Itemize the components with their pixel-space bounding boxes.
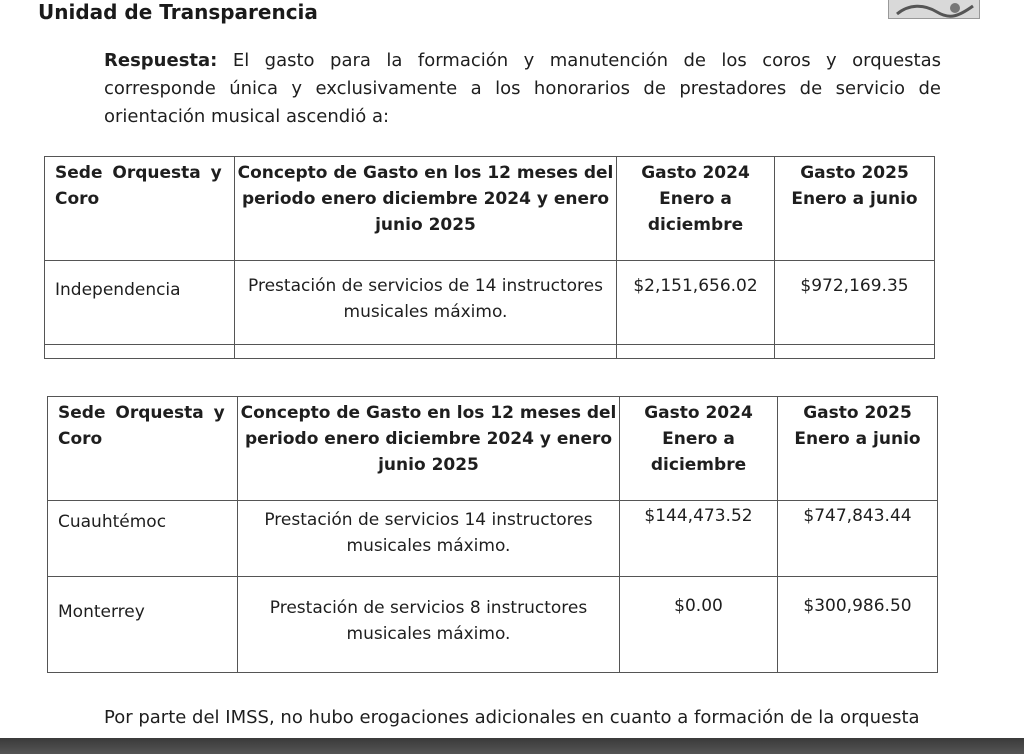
expense-table-2 [47,396,938,673]
footer-paragraph: Por parte del IMSS, no hubo erogaciones adicionales en cuanto a formación de la orquesta [104,707,920,728]
header-gasto-2025: Gasto 2025 Enero a junio [778,397,938,501]
header-concepto: Concepto de Gasto en los 12 meses del periodo enero diciembre 2024 y enero junio 2025 [238,397,620,501]
cell-concepto: Prestación de servicios 14 instructores musicales máximo. [238,501,620,577]
bottom-scan-edge [0,738,1024,754]
header-gasto-2024: Gasto 2024 Enero a diciembre [617,157,775,261]
logo-image [888,0,980,19]
cell-sede: Independencia [45,261,235,345]
header-gasto-2025: Gasto 2025 Enero a junio [775,157,935,261]
expense-table-1 [44,156,935,359]
cell-concepto: Prestación de servicios 8 instructores musicales máximo. [238,577,620,673]
header-concepto: Concepto de Gasto en los 12 meses del periodo enero diciembre 2024 y enero junio 2025 [235,157,617,261]
empty-cell [775,345,935,359]
response-text: El gasto para la formación y manutención de los coros y orquestas corresponde única y exclusivamente a los honorarios de prestadores de servicio de orientación musical ascendió a: [104,50,941,127]
cell-sede: Cuauhtémoc [48,501,238,577]
header-sede: Sede Orquesta y Coro [48,397,238,501]
empty-cell [45,345,235,359]
cell-gasto-2025: $300,986.50 [778,577,938,673]
response-label: Respuesta: [104,50,218,71]
header-sede: Sede Orquesta y Coro [45,157,235,261]
cell-gasto-2024: $144,473.52 [620,501,778,577]
cell-gasto-2024: $2,151,656.02 [617,261,775,345]
table-row [48,501,938,577]
table-row [45,261,935,345]
header-gasto-2024: Gasto 2024 Enero a diciembre [620,397,778,501]
cell-gasto-2024: $0.00 [620,577,778,673]
cell-gasto-2025: $972,169.35 [775,261,935,345]
intro-paragraph [104,47,941,131]
empty-cell [235,345,617,359]
table-row-empty [45,345,935,359]
table-row [48,577,938,673]
table-header-row [45,157,935,261]
table-header-row [48,397,938,501]
empty-cell [617,345,775,359]
page-header-title: Unidad de Transparencia [38,0,318,24]
cell-sede: Monterrey [48,577,238,673]
cell-gasto-2025: $747,843.44 [778,501,938,577]
cell-concepto: Prestación de servicios de 14 instructores musicales máximo. [235,261,617,345]
